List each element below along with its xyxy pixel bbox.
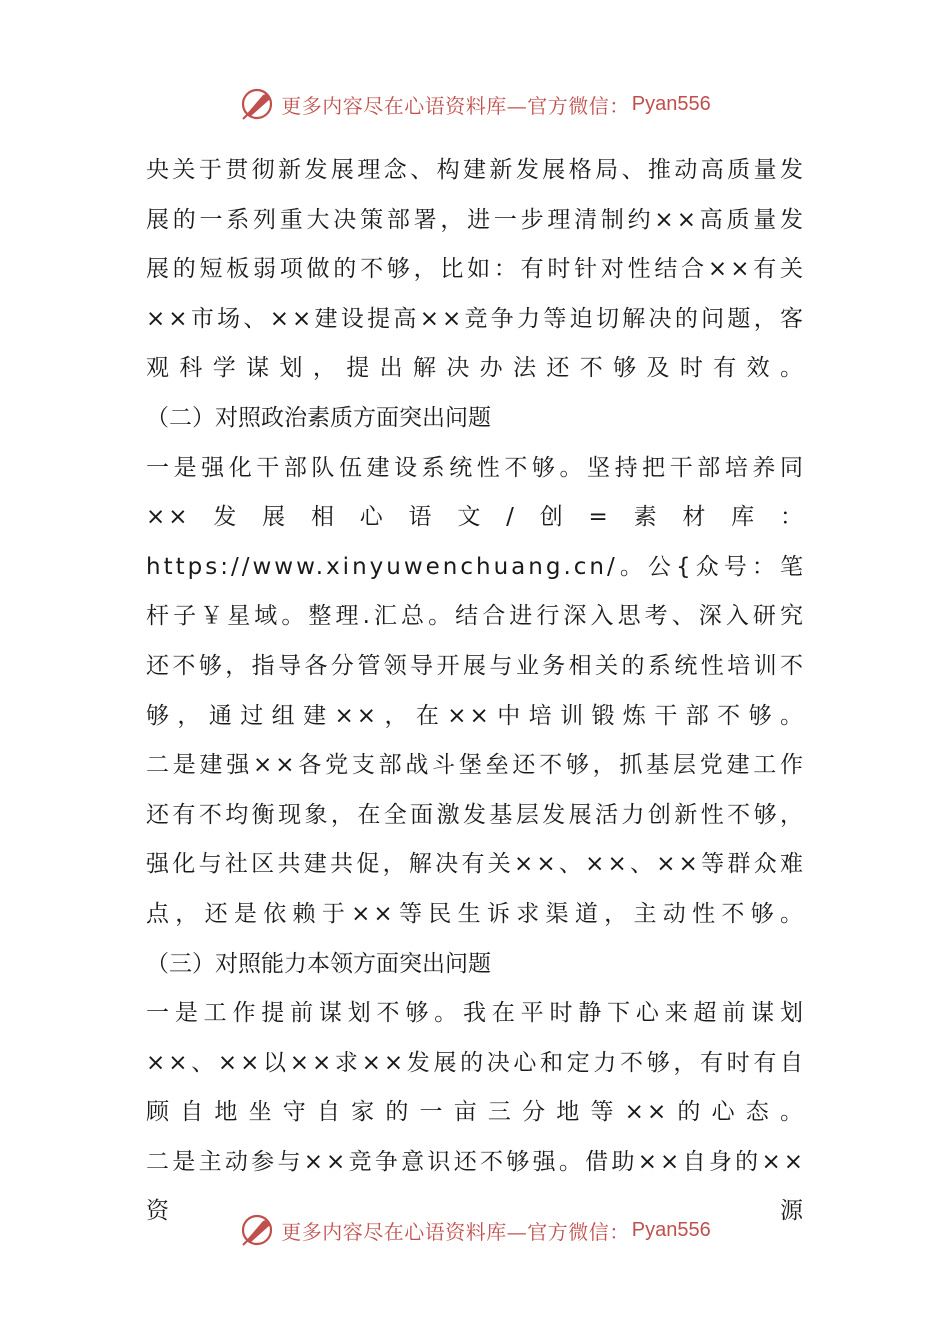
section-heading: （二）对照政治素质方面突出问题: [146, 404, 491, 431]
watermark-handle: Pyan556: [631, 92, 711, 115]
document-body: [146, 146, 806, 1237]
watermark-footer: [0, 1210, 950, 1250]
body-paragraph: 二是建强××各党支部战斗堡垒还不够，抓基层党建工作还有不均衡现象，在全面激发基层发展活力创新性不够，强化与社区共建共促，解决有关××、××、××等群众难点，还是依赖于××等民生诉求渠道，主动性不够。: [146, 752, 806, 927]
quill-logo-icon: [239, 1212, 275, 1248]
watermark-text: 更多内容尽在心语资料库—官方微信：: [281, 93, 630, 118]
body-paragraph: 央关于贯彻新发展理念、构建新发展格局、推动高质量发展的一系列重大决策部署，进一步理清制约××高质量发展的短板弱项做的不够，比如：有时针对性结合××有关××市场、××建设提高××竞争力等迫切解决的问题，客观科学谋划，提出解决办法还不够及时有效。: [146, 157, 806, 382]
body-paragraph: 一是强化干部队伍建设系统性不够。坚持把干部培养同××发展相心语文/创=素材库：https://www.xinyuwenchuang.cn/。公{众号：笔杆子￥星域。整理.汇总。结合进行深入思考、深入研究还不够，指导各分管领导开展与业务相关的系统性培训不够，通过组建××，在××中培训锻炼干部不够。: [146, 454, 806, 729]
watermark-header: [0, 84, 950, 124]
body-paragraph: 一是工作提前谋划不够。我在平时静下心来超前谋划××、××以××求××发展的决心和定力不够，有时有自顾自地坐守自家的一亩三分地等××的心态。: [146, 1000, 806, 1126]
watermark-text: 更多内容尽在心语资料库—官方微信：: [281, 1219, 630, 1244]
watermark-handle: Pyan556: [631, 1218, 711, 1241]
body-paragraph: 二是主动参与××竞争意识还不够强。借助××自身的××资源: [146, 1148, 806, 1225]
section-heading: （三）对照能力本领方面突出问题: [146, 950, 491, 977]
quill-logo-icon: [239, 86, 275, 122]
